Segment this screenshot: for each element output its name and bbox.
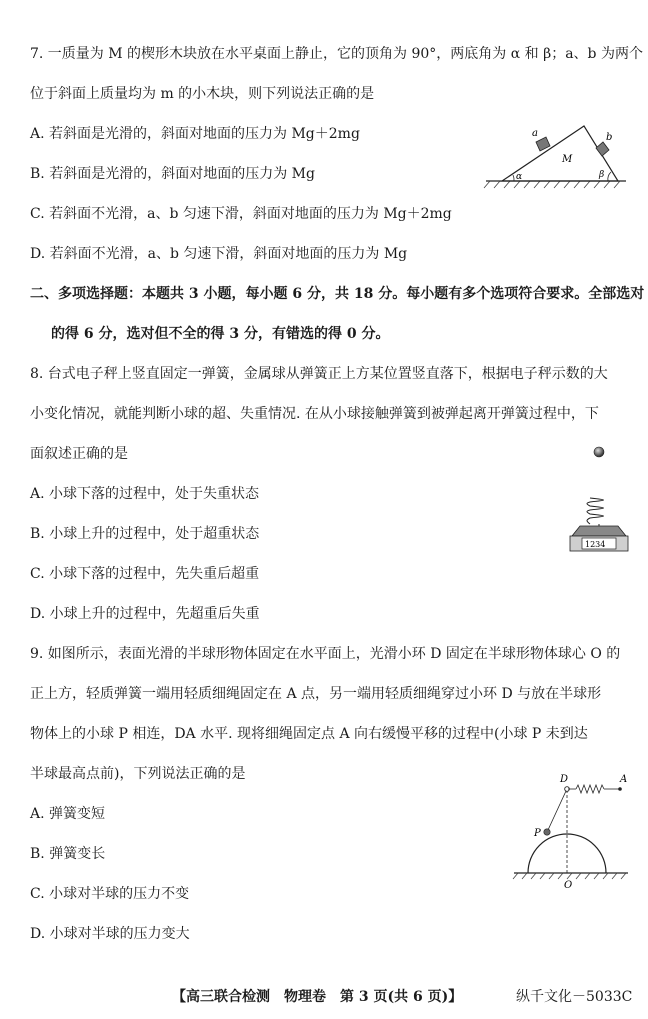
- q9-label-o: O: [564, 880, 573, 891]
- q9-stem-line1: 9. 如图所示，表面光滑的半球形物体固定在水平面上，光滑小环 D 固定在半球形物体球心 O 的: [30, 646, 621, 662]
- section2-header-line2: 的得 6 分，选对但不全的得 3 分，有错选的得 0 分。: [51, 326, 390, 342]
- q9-option-b: B. 弹簧变长: [30, 846, 106, 862]
- metal-ball: [594, 447, 604, 457]
- q7-label-alpha: α: [516, 172, 523, 182]
- q7-option-a: A. 若斜面是光滑的，斜面对地面的压力为 Mg＋2mg: [30, 126, 360, 142]
- footer-code: 纵千文化－5033C: [516, 989, 633, 1005]
- q7-label-m: M: [562, 154, 573, 165]
- q9-stem-line4: 半球最高点前)，下列说法正确的是: [30, 766, 246, 782]
- q8-stem-line3: 面叙述正确的是: [30, 446, 128, 462]
- q9-option-d: D. 小球对半球的压力变大: [30, 926, 190, 942]
- q8-stem-line1: 8. 台式电子秤上竖直固定一弹簧，金属球从弹簧正上方某位置竖直落下，根据电子秤示数的大: [30, 366, 608, 382]
- q8-stem-line2: 小变化情况，就能判断小球的超、失重情况. 在从小球接触弹簧到被弹起离开弹簧过程中，下: [30, 406, 599, 422]
- spring: [576, 785, 604, 793]
- q9-stem-line3: 物体上的小球 P 相连，DA 水平. 现将细绳固定点 A 向右缓慢平移的过程中(小球 P 未到达: [30, 726, 588, 742]
- q7-label-beta: β: [599, 170, 605, 180]
- q9-label-d: D: [560, 774, 569, 785]
- ball-p: [544, 829, 550, 835]
- q9-stem-line2: 正上方，轻质弹簧一端用轻质细绳固定在 A 点，另一端用轻质细绳穿过小环 D 与放在半球形: [30, 686, 602, 702]
- q7-option-c: C. 若斜面不光滑，a、b 匀速下滑，斜面对地面的压力为 Mg＋2mg: [30, 206, 452, 222]
- q9-option-c: C. 小球对半球的压力不变: [30, 886, 190, 902]
- spring: [587, 498, 604, 524]
- wedge-figure: [480, 118, 630, 190]
- hemisphere-figure: [508, 768, 633, 894]
- scale-display: 1234: [585, 540, 606, 549]
- q8-option-b: B. 小球上升的过程中，处于超重状态: [30, 526, 260, 542]
- q9-option-a: A. 弹簧变短: [30, 806, 106, 822]
- q8-option-a: A. 小球下落的过程中，处于失重状态: [30, 486, 260, 502]
- q7-option-d: D. 若斜面不光滑，a、b 匀速下滑，斜面对地面的压力为 Mg: [30, 246, 408, 262]
- q7-stem-line1: 7. 一质量为 M 的楔形木块放在水平桌面上静止，它的顶角为 90°，两底角为 α 和 β；a、b 为两个: [30, 46, 643, 62]
- q7-stem-line2: 位于斜面上质量均为 m 的小木块，则下列说法正确的是: [30, 86, 375, 102]
- q8-option-d: D. 小球上升的过程中，先超重后失重: [30, 606, 260, 622]
- q9-label-a: A: [620, 774, 628, 785]
- q8-option-c: C. 小球下落的过程中，先失重后超重: [30, 566, 260, 582]
- q9-label-p: P: [534, 828, 541, 839]
- q7-label-a: a: [532, 128, 538, 139]
- q7-label-b: b: [606, 132, 613, 143]
- scale-figure: [566, 440, 636, 555]
- section2-header-line1: 二、多项选择题：本题共 3 小题，每小题 6 分，共 18 分。每小题有多个选项符合要求。全部选对: [30, 286, 645, 302]
- footer-title: 【高三联合检测 物理卷 第 3 页(共 6 页)】: [172, 989, 463, 1005]
- q7-option-b: B. 若斜面是光滑的，斜面对地面的压力为 Mg: [30, 166, 315, 182]
